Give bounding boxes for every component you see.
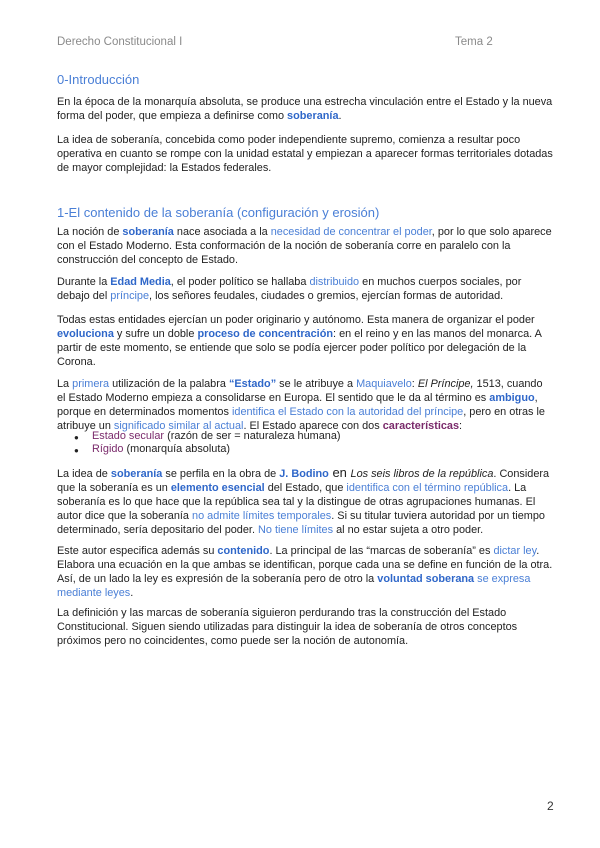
text-run: .	[338, 110, 342, 122]
text-run: .	[130, 587, 134, 599]
paragraph-estado-maquiavelo	[57, 377, 553, 433]
paragraph-marcas-soberania	[57, 544, 553, 600]
keyword-voluntad-soberana: voluntad soberana	[377, 573, 475, 585]
keyword-proceso-concentracion: proceso de concentración	[197, 328, 334, 340]
book-title-seis-libros: Los seis libros de la república	[350, 468, 494, 480]
paragraph-estado-constitucional: La definición y las marcas de soberanía siguieron perdurando tras la construcción del Estado Constitucional. Siguen siendo utilizadas para distinguir la idea de soberanía de otros conceptos próximos pero no coincidentes, como puede ser la noción de autonomía.	[57, 607, 518, 647]
highlight-identifica-republica: identifica con el término república	[346, 482, 509, 494]
bullet-term-estado-secular: Estado secular	[92, 430, 165, 442]
text-run: en muchos cuerpos sociales, por debajo del	[57, 276, 522, 302]
document-header-topic: Tema 2	[455, 36, 493, 48]
text-run: : en el reino y en las manos del monarca. A partir de este momento, se entiende que solo se podía ejercer poder político por delegación de la Corona.	[57, 328, 542, 368]
text-run: . Si su titular tuviera autoridad por un tiempo determinado, sería depositario del poder.	[57, 510, 545, 536]
document-header-title: Derecho Constitucional I	[57, 36, 183, 48]
list-item	[75, 443, 341, 456]
text-run: . La principal de las “marcas de soberanía” es	[269, 545, 494, 557]
text-run: . La soberanía es lo que hace que la república sea tal y la distingue de otras agrupaciones humanas. El autor dice que la soberanía	[57, 482, 536, 522]
text-run: nace asociada a la	[173, 226, 271, 238]
highlight-dictar-ley: dictar ley	[493, 545, 537, 557]
highlight-identifica-estado: identifica el Estado con la autoridad del príncipe	[231, 406, 464, 418]
highlight-no-tiene-limites: No tiene límites	[258, 524, 334, 536]
highlight-principe: príncipe	[110, 290, 150, 302]
keyword-evoluciona: evoluciona	[57, 328, 114, 340]
section-0-heading: 0-Introducción	[57, 72, 140, 87]
keyword-estado: “Estado”	[228, 378, 277, 390]
keyword-ambiguo: ambiguo	[489, 392, 535, 404]
text-run: La noción de	[57, 226, 123, 238]
highlight-expresa-leyes: se expresa mediante leyes	[57, 573, 531, 599]
intro-paragraph-2: La idea de soberanía, concebida como poder independiente supremo, comienza a resultar poco operativa en cuanto se rompe con la unidad estatal y empiezan a aparecer formas territoriales dotadas de mayor complejidad: la Estados federales.	[57, 134, 553, 174]
text-run: En la época de la monarquía absoluta, se produce una estrecha vinculación entre el Estado y la nueva forma del poder, que empieza a definirse como	[57, 96, 553, 122]
page-number: 2	[547, 799, 554, 813]
text-run: , por lo que solo aparece con el Estado Moderno. Esta conformación de la noción de soberanía corre en paralelo con la construcción del concepto de Estado.	[57, 226, 552, 266]
text-run: La idea de	[57, 468, 111, 480]
highlight-maquiavelo: Maquiavelo	[356, 378, 412, 390]
text-run: se perfila en la obra de	[162, 468, 280, 480]
text-run: :	[459, 420, 463, 432]
keyword-caracteristicas: características	[382, 420, 460, 432]
keyword-elemento-esencial: elemento esencial	[170, 482, 265, 494]
text-run: y sufre un doble	[113, 328, 198, 340]
text-run: Este autor especifica además su	[57, 545, 218, 557]
keyword-soberania: soberanía	[287, 110, 339, 122]
text-run: del Estado, que	[264, 482, 347, 494]
list-item	[75, 430, 341, 443]
highlight-no-limites-temporales: no admite límites temporales	[192, 510, 332, 522]
text-run: La	[57, 378, 73, 390]
keyword-soberania: soberanía	[122, 226, 174, 238]
keyword-j-bodino: J. Bodino	[279, 468, 329, 480]
paragraph-soberania-notion	[57, 225, 553, 267]
text-run: en	[328, 465, 351, 480]
paragraph-bodino	[57, 466, 553, 537]
text-run: . Elabora una ecuación en la que ambas se identifican, porque cada una se define en función de la otra. Así, de un lado la ley es expresión de la soberanía pero de otro la	[57, 545, 553, 585]
keyword-soberania: soberanía	[110, 468, 163, 480]
text-run: al no estar sujeta a otro poder.	[333, 524, 484, 536]
text-run: Todas estas entidades ejercían un poder originario y autónomo. Esta manera de organizar el poder	[57, 314, 535, 326]
text-run: :	[411, 378, 418, 390]
section-1-heading: 1-El contenido de la soberanía (configuración y erosión)	[57, 205, 380, 220]
text-run: . Considera que la soberanía es un	[57, 468, 550, 494]
highlight-distribuido: distribuido	[309, 276, 360, 288]
text-run: se le atribuye a	[276, 378, 357, 390]
book-title-el-principe: El Príncipe,	[417, 378, 474, 390]
text-run: (razón de ser = naturaleza humana)	[164, 430, 341, 442]
text-run: , los señores feudales, ciudades o gremios, ejercían formas de autoridad.	[149, 290, 504, 302]
characteristics-list	[75, 430, 341, 456]
intro-paragraph-1	[57, 95, 553, 123]
text-run: , porque en determinados momentos	[57, 392, 538, 418]
highlight-significado-similar: significado similar al actual	[113, 420, 244, 432]
highlight-concentrar-poder: necesidad de concentrar el poder	[270, 226, 432, 238]
highlight-primera: primera	[72, 378, 110, 390]
text-run: . El Estado aparece con dos	[243, 420, 383, 432]
text-run: 1513, cuando el Estado Moderno empieza a consolidarse en Europa. El sentido que le da al término es	[57, 378, 543, 404]
text-run: , pero en otras le atribuye un	[57, 406, 545, 432]
text-run: (monarquía absoluta)	[123, 443, 231, 455]
bullet-term-rigido: Rígido	[92, 443, 124, 455]
keyword-edad-media: Edad Media	[110, 276, 171, 288]
text-run: utilización de la palabra	[109, 378, 229, 390]
paragraph-poder-originario	[57, 313, 553, 369]
text-run: Durante la	[57, 276, 111, 288]
text-run: , el poder político se hallaba	[170, 276, 310, 288]
keyword-contenido: contenido	[217, 545, 270, 557]
paragraph-edad-media	[57, 275, 553, 303]
